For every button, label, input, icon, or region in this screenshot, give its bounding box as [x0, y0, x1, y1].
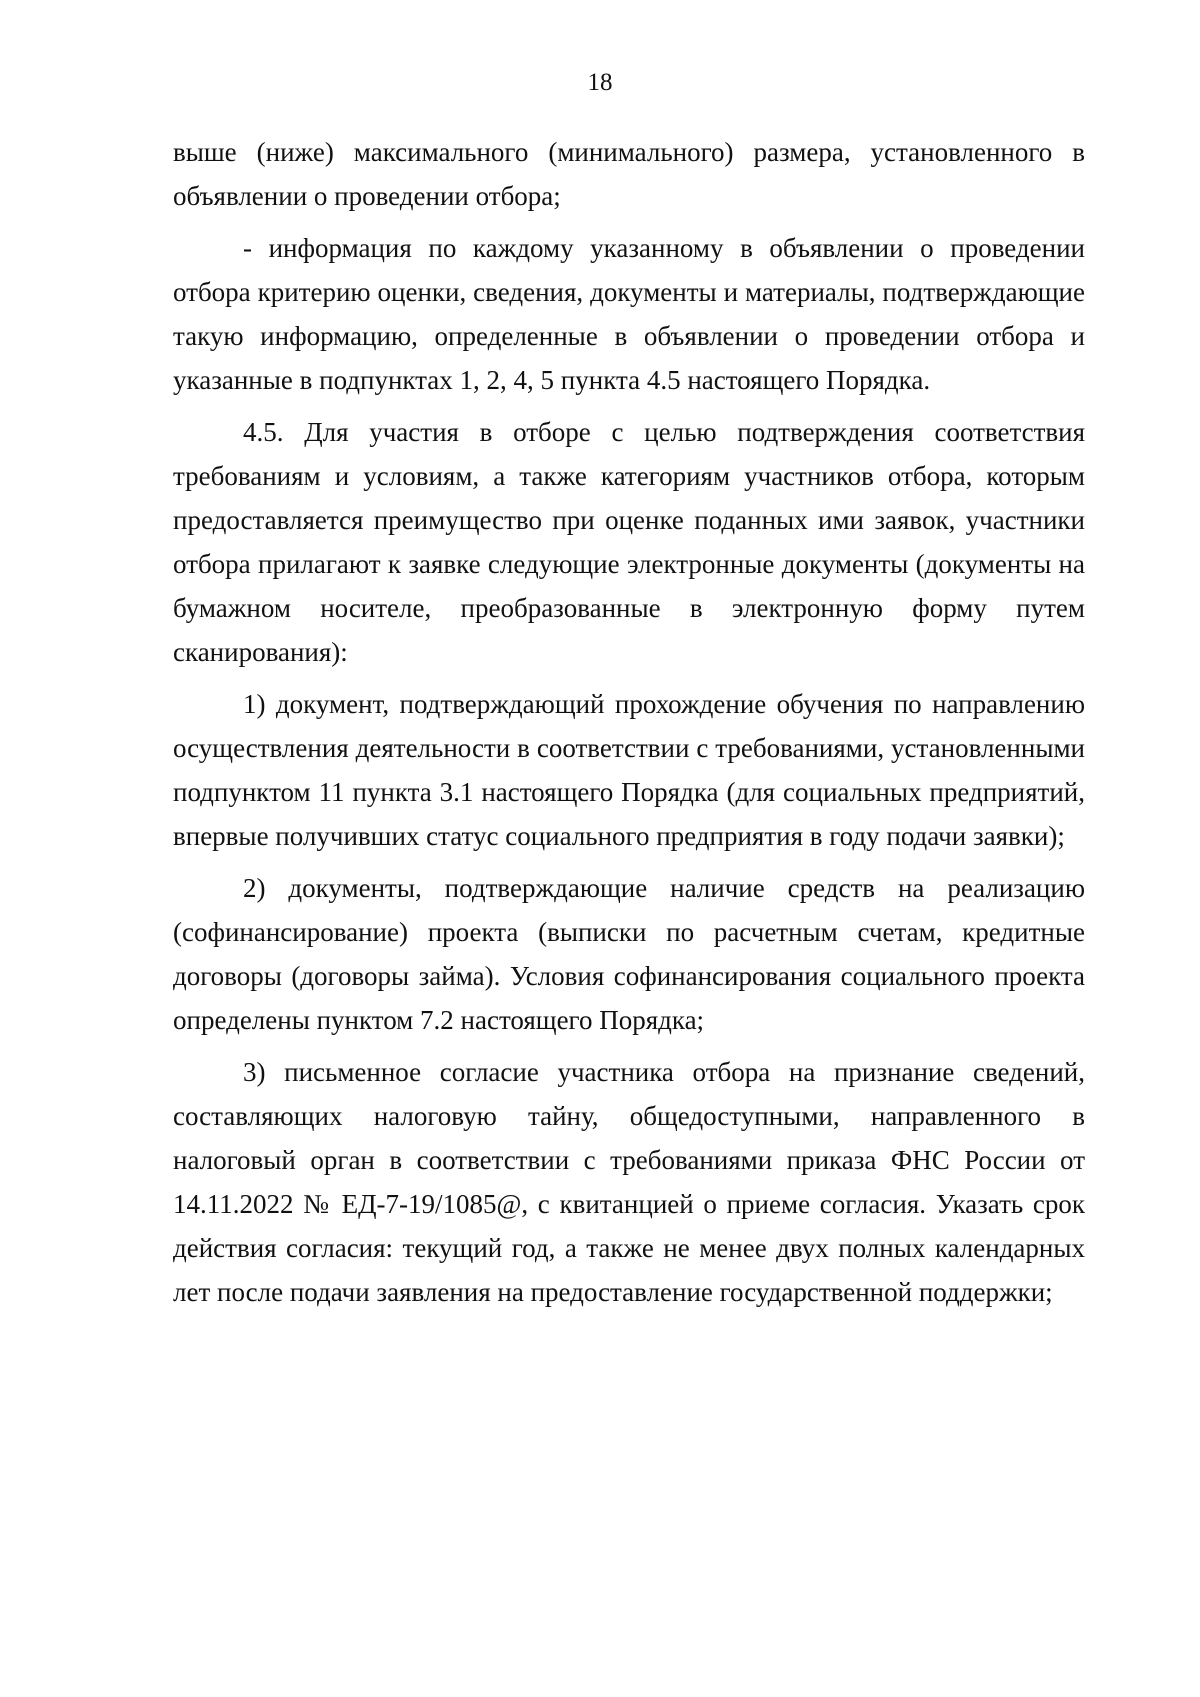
- paragraph-item-3: 3) письменное согласие участника отбора на признание сведений, составляющих налоговую тайну, общедоступными, направленного в налоговый орган в соответствии с требованиями приказа ФНС России от 14.11.2022 № ЕД-7-19/1085@, с квитанцией о приеме согласия. Указать срок действия согласия: текущий год, а также не менее двух полных календарных лет после подачи заявления на предоставление государственной поддержки;: [173, 1057, 1085, 1307]
- page-number: 18: [587, 69, 613, 96]
- paragraph-4-5: 4.5. Для участия в отборе с целью подтверждения соответствия требованиям и условиям, а также категориям участников отбора, которым предоставляется преимущество при оценке поданных ими заявок, участники отбора прилагают к заявке следующие электронные документы (документы на бумажном носителе, преобразованные в электронную форму путем сканирования):: [173, 417, 1085, 667]
- paragraph-criteria-info: - информация по каждому указанному в объявлении о проведении отбора критерию оценки, сведения, документы и материалы, подтверждающие такую информацию, определенные в объявлении о проведении отбора и указанные в подпунктах 1, 2, 4, 5 пункта 4.5 настоящего Порядка.: [173, 233, 1085, 395]
- document-body: [173, 130, 1085, 1322]
- paragraph-item-2: 2) документы, подтверждающие наличие средств на реализацию (софинансирование) проекта (выписки по расчетным счетам, кредитные договоры (договоры займа). Условия софинансирования социального проекта определены пунктом 7.2 настоящего Порядка;: [173, 873, 1085, 1035]
- paragraph-item-1: 1) документ, подтверждающий прохождение обучения по направлению осуществления деятельности в соответствии с требованиями, установленными подпунктом 11 пункта 3.1 настоящего Порядка (для социальных предприятий, впервые получивших статус социального предприятия в году подачи заявки);: [173, 689, 1085, 851]
- paragraph-continuation: выше (ниже) максимального (минимального) размера, установленного в объявлении о проведении отбора;: [173, 137, 1085, 211]
